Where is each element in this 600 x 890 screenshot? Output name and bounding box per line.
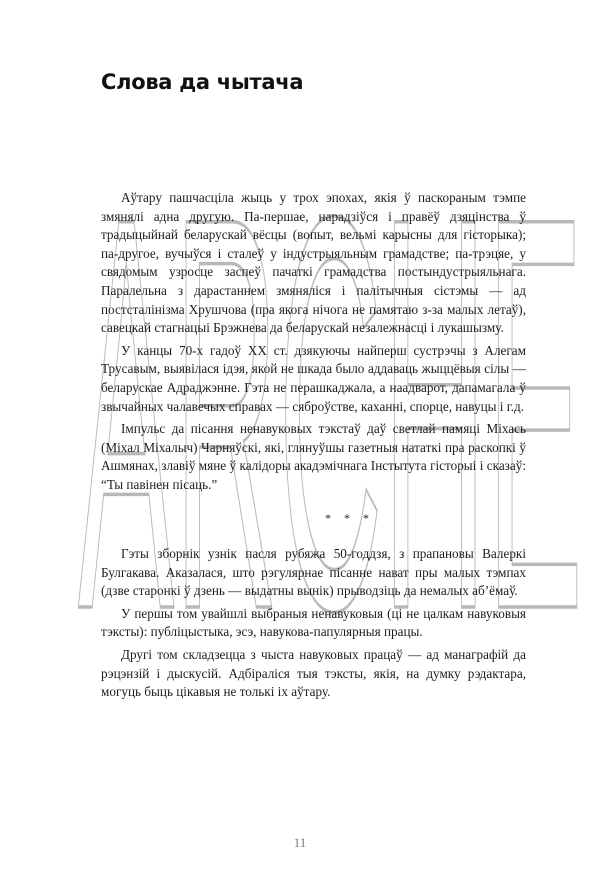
paragraph-5: У першы том увайшлі выбраныя ненавуковыя (ці не цалкам навуковыя тэксты): публіцыстыка, эсэ, навукова-папулярныя працы. — [101, 605, 526, 640]
paragraph-6: Другі том складзецца з чыста навуковых працаў — ад манаграфій да рэцэнзій і дыскусій. Адбіраліся тыя тэксты, якія, на думку рэдактара, могуць быць цікавыя не толькі іх аўтару. — [101, 647, 526, 700]
paragraph-2: У канцы 70-х гадоў XX ст. дзякуючы найперш сустрэчы з Алегам Трусавым, выявілася ідэя, якой не шкада было аддаваць жыццёвыя сілы — беларускае Адраджэнне. Гэта не перашкаджала, а наадварот, дапамагала ў звычайных чалавечых справах — сяброўстве, каханні, спорце, навуцы і г.д. — [101, 342, 526, 414]
section-separator: * * * — [325, 510, 374, 525]
page-title: Слова да чытача — [101, 70, 304, 94]
watermark-text: ARCHE — [78, 175, 583, 630]
paragraph-4: Гэты зборнік узнік пасля рубяжа 50-годдзя, з прапановы Валеркі Булгакава. Аказалася, што рэгулярнае пісанне нават пры малых тэмпах (дзве старонкі ў дзень — выдатны вынік) прыводзіць да немалых аб’ёмаў. — [101, 546, 526, 599]
page-number: 11 — [293, 835, 307, 850]
paragraph-1: Аўтару пашчасціла жыць у трох эпохах, якія ў паскораным тэмпе змянялі адна другую. Па-першае, нарадзіўся і правёў дзяцінства ў традыцыйнай беларускай вёсцы (вопыт, вельмі карысны для гісторыка); па-другое, вучыўся і сталеў у індустрыяльным грамадстве; па-трэцяе, у свядомым узросце заспеў пачаткі грамадства постындустрыяльнага. Паралельна з дарастаннем змяняліся і палітычныя сістэмы — ад постсталінізма Хрушчова (пра якога нічога не памятаю з-за малых летаў), савецкай стагнацыі Брэжнева да беларускай незалежнасці і лукашызму. — [101, 190, 526, 336]
body-text — [101, 189, 526, 706]
paragraph-3: Імпульс да пісання ненавуковых тэкстаў даў светлай памяці Міхась (Міхал Міхалыч) Чарняўскі, які, глянуўшы газетныя нататкі пра раскопкі ў Ашмянах, злавіў мяне ў калідоры акадэмічнага Інстытута гісторыі і сказаў: “Ты павінен пісаць.” — [101, 421, 526, 492]
